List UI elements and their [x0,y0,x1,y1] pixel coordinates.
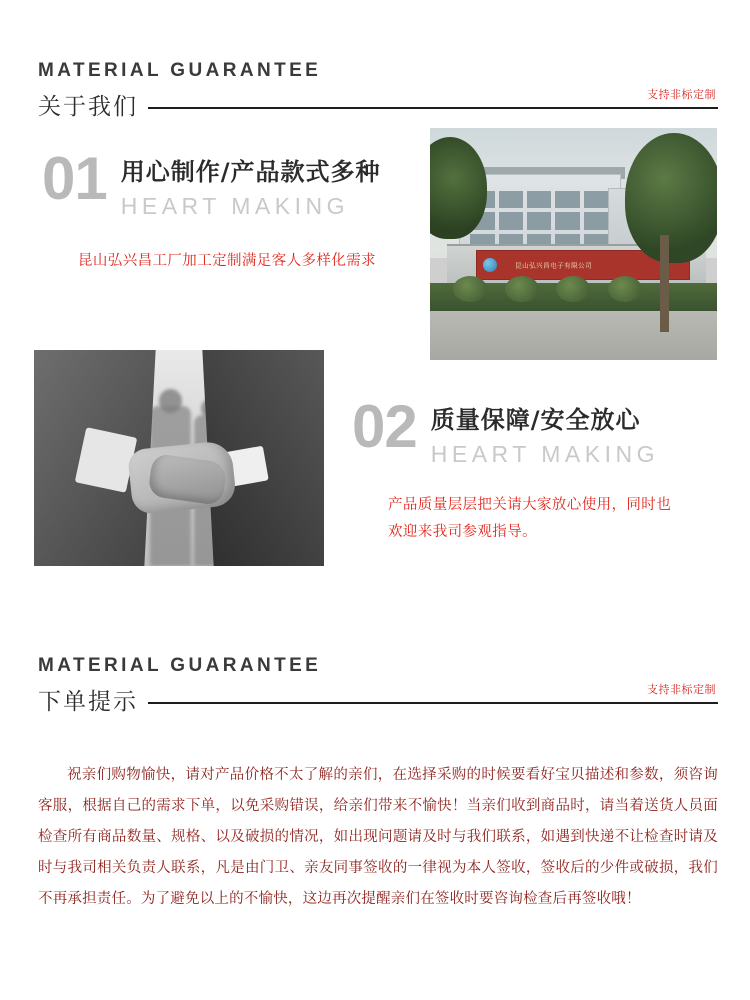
feature-cn-title-02: 质量保障/安全放心 [430,406,641,434]
section-english-title: MATERIAL GUARANTEE [38,655,322,676]
custom-support-note: 支持非标定制 [647,683,716,696]
photo-window-grid [470,191,608,251]
feature-block-02 [352,393,659,468]
section-divider-rule [148,107,718,109]
feature-number-02: 02 [352,393,417,460]
photo-shrub [505,276,539,302]
feature-cn-title-01: 用心制作/产品款式多种 [120,158,381,186]
section-english-title: MATERIAL GUARANTEE [38,60,322,81]
photo-blurred-head [159,389,182,413]
feature-red-text-01: 昆山弘兴昌工厂加工定制满足客人多样化需求 [78,253,376,269]
custom-support-note: 支持非标定制 [647,88,716,101]
feature-titles-02 [431,398,659,468]
section-chinese-title: 关于我们 [38,94,138,120]
feature-red-text-02-line2: 欢迎来我司参观指导。 [388,524,537,540]
company-sign-text: 昆山弘兴昌电子有限公司 [515,261,593,270]
feature-red-text-02-line1: 产品质量层层把关请大家放心使用，同时也 [388,497,672,513]
photo-tree-trunk [660,235,669,332]
feature-titles-01 [121,150,381,220]
company-logo-icon [483,258,497,272]
feature-en-title-01: HEART MAKING [120,193,349,219]
photo-tree-right [625,133,717,263]
order-notice-paragraph: 祝亲们购物愉快，请对产品价格不太了解的亲们，在选择采购的时候要看好宝贝描述和参数，须咨询客服，根据自己的需求下单，以免采购错误，给亲们带来不愉快！当亲们收到商品时，请当着送货人员面检查所有商品数量、规格、以及破损的情况，如出现问题请及时与我们联系，如遇到快递不让检查时请及时与我司相关负责人联系，凡是由门卫、亲友同事签收的一律视为本人签收，签收后的少件或破损，我们不再承担责任。为了避免以上的不愉快，这边再次提醒亲们在签收时要咨询检查后再签收哦！ [38,767,718,907]
feature-block-01 [42,145,381,220]
feature-en-title-02: HEART MAKING [430,441,659,467]
section-divider-rule [148,702,718,704]
feature-number-01: 01 [42,145,107,212]
handshake-photo [34,350,324,566]
section-chinese-title: 下单提示 [38,689,138,715]
photo-road [430,311,717,360]
factory-photo [430,128,717,360]
